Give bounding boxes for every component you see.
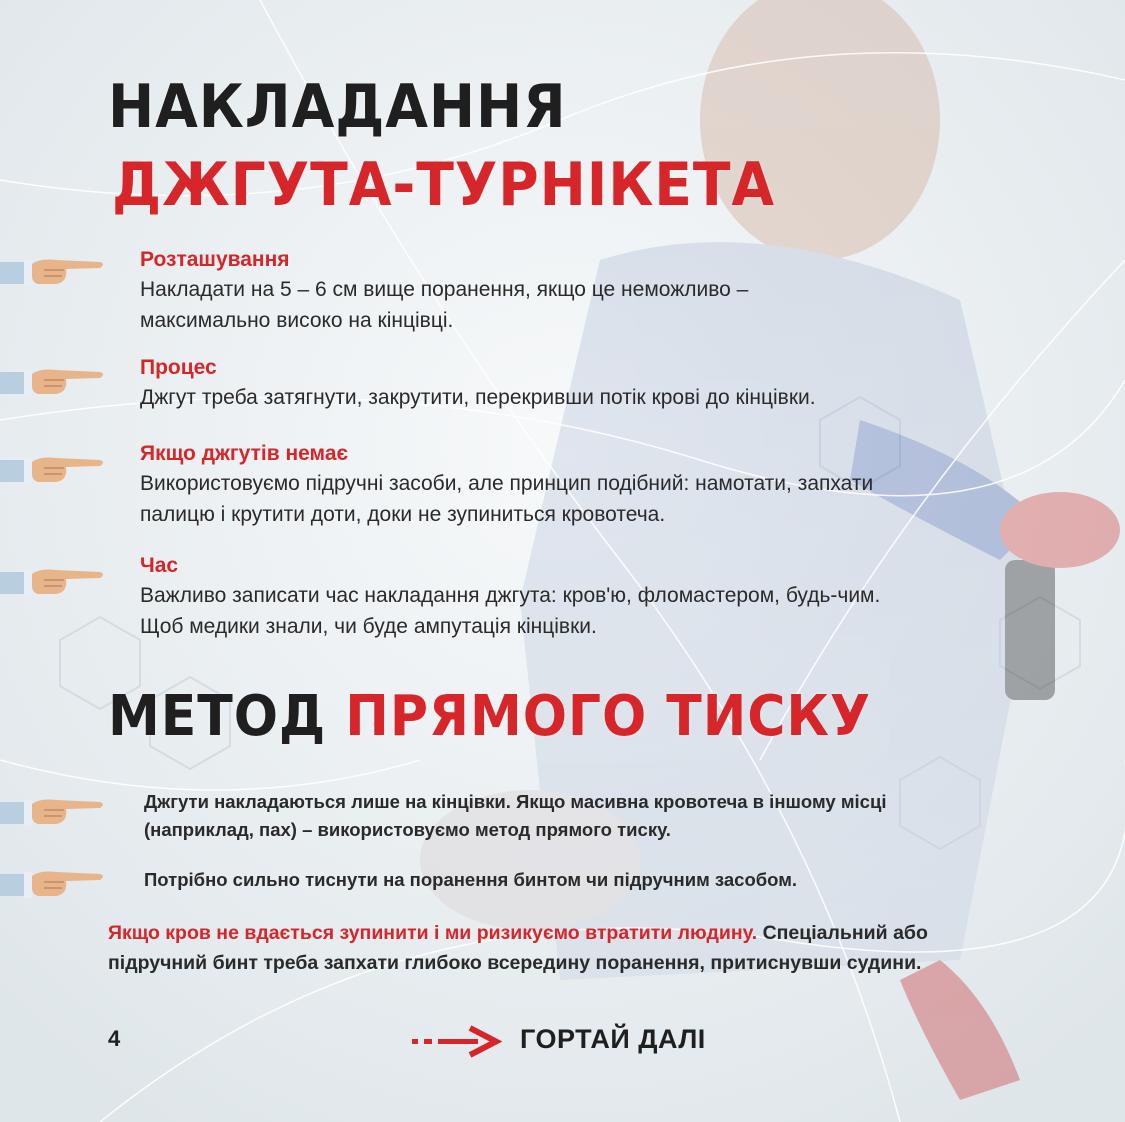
- method-title-dark: МЕТОД: [108, 684, 327, 749]
- section-text-line: палицю і крутити доти, доки не зупиниться кровотеча.: [140, 503, 666, 526]
- section-time: [140, 554, 1100, 642]
- method-point-line: (наприклад, пах) – використовуємо метод прямого тиску.: [144, 819, 671, 840]
- section-process: [140, 356, 1100, 413]
- section-no-tourniquet: [140, 442, 1100, 530]
- warning-text-line2: підручний бинт треба запхати глибоко всередину поранення, притиснувши судини.: [108, 952, 922, 974]
- pointing-hand-icon: [0, 450, 108, 488]
- pointing-hand-icon: [0, 562, 108, 600]
- pointing-hand-icon: [0, 792, 108, 830]
- warning-paragraph: [108, 918, 1098, 978]
- section-text-line: Використовуємо підручні засоби, але принцип подібний: намотати, запхати: [140, 472, 874, 495]
- section-heading: Розташування: [140, 248, 290, 271]
- dashed-arrow-right-icon[interactable]: [410, 1024, 502, 1058]
- main-title-line1: НАКЛАДАННЯ: [108, 72, 567, 142]
- section-heading: Якщо джгутів немає: [140, 442, 349, 465]
- section-text-line: Щоб медики знали, чи буде ампутація кінцівки.: [140, 615, 597, 638]
- method-point-line: Потрібно сильно тиснути на поранення бинтом чи підручним засобом.: [144, 869, 798, 890]
- section-placement: [140, 248, 1100, 336]
- main-title-line2: ДЖГУТА-ТУРНІКЕТА: [112, 150, 776, 220]
- section-text-line: Важливо записати час накладання джгута: кров'ю, фломастером, будь-чим.: [140, 584, 881, 607]
- section-text-line: Джгут треба затягнути, закрутити, перекривши потік крові до кінцівки.: [140, 386, 816, 409]
- method-title: [108, 684, 871, 749]
- pointing-hand-icon: [0, 864, 108, 902]
- method-title-red: ПРЯМОГО ТИСКУ: [345, 684, 872, 749]
- warning-text: Спеціальний або: [757, 922, 928, 944]
- section-heading: Час: [140, 554, 179, 577]
- section-text-line: Накладати на 5 – 6 см вище поранення, якщо це неможливо –: [140, 278, 749, 301]
- page-number: 4: [108, 1026, 121, 1051]
- method-point: [144, 788, 1084, 844]
- section-text-line: максимально високо на кінцівці.: [140, 309, 454, 332]
- next-page-link[interactable]: ГОРТАЙ ДАЛІ: [520, 1024, 706, 1054]
- warning-red-text: Якщо кров не вдається зупинити і ми ризикуємо втратити людину.: [108, 922, 758, 944]
- pointing-hand-icon: [0, 252, 108, 290]
- section-heading: Процес: [140, 356, 217, 379]
- method-point-line: Джгути накладаються лише на кінцівки. Якщо масивна кровотеча в іншому місці: [144, 791, 887, 812]
- pointing-hand-icon: [0, 362, 108, 400]
- method-point: [144, 866, 1084, 894]
